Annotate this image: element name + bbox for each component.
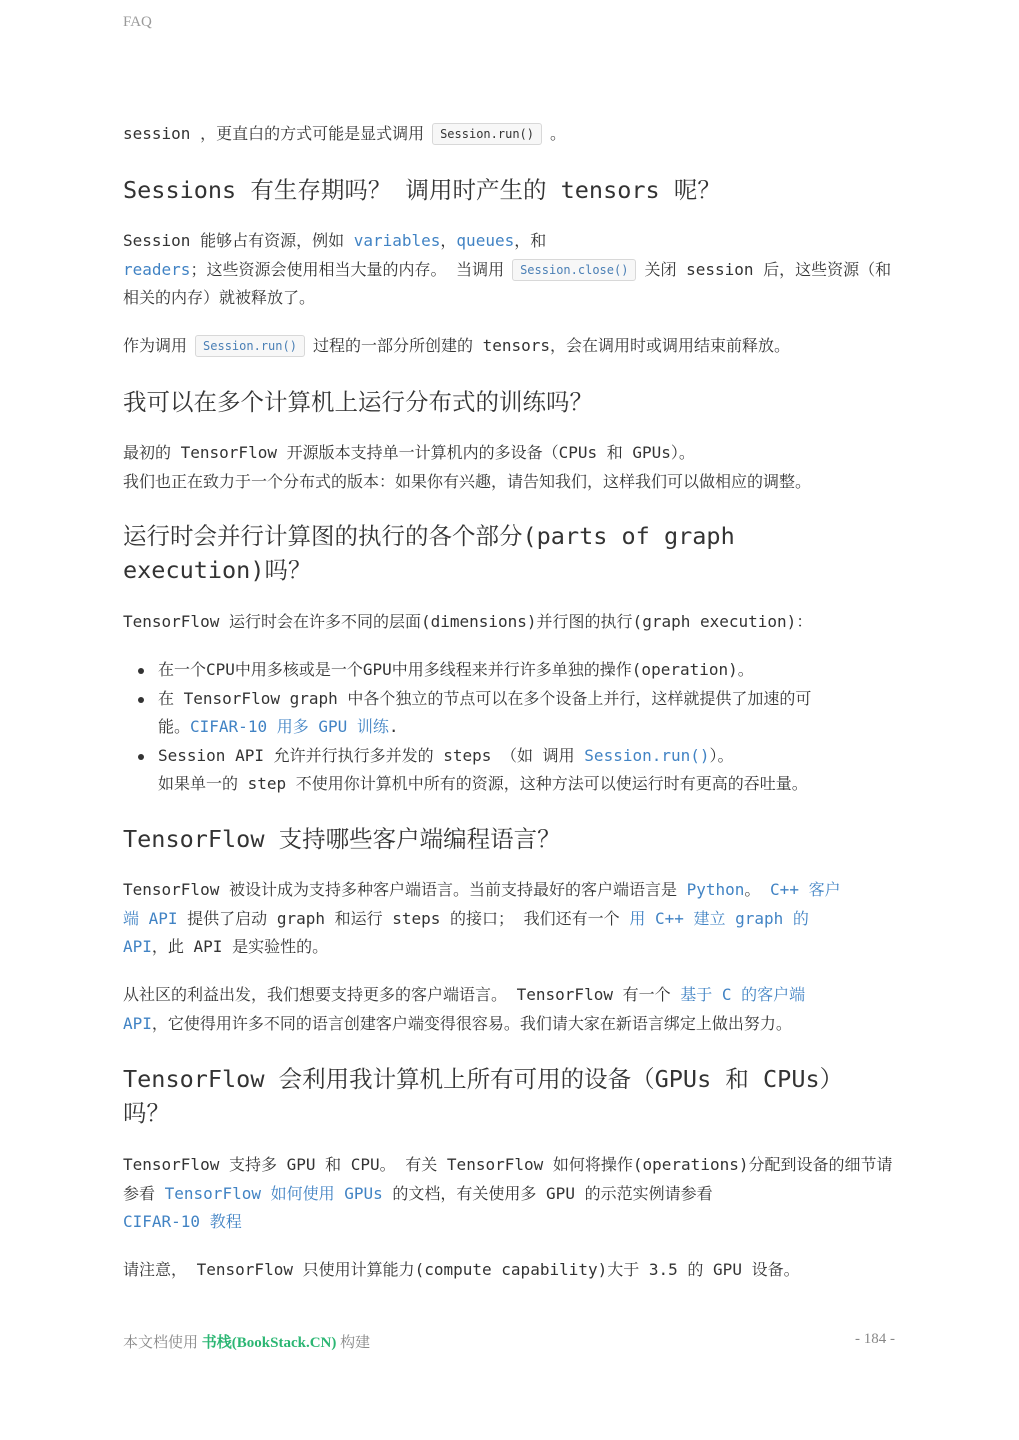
bullet-icon xyxy=(138,668,144,674)
paragraph-client-languages: TensorFlow 被设计成为支持多种客户端语言。当前支持最好的客户端语言是 Python。 C++ 客户 端 API 提供了启动 graph 和运行 steps 的接口； 我们还有一个 用 C++ 建立 graph 的 API，此 API 是实验性的。 xyxy=(123,880,841,956)
heading-session-lifetime: Sessions 有生存期吗？ 调用时产生的 tensors 呢？ xyxy=(123,176,721,204)
paragraph-compute-capability: 请注意， TensorFlow 只使用计算能力(compute capability)大于 3.5 的 GPU 设备。 xyxy=(123,1260,800,1279)
link-using-gpus[interactable]: TensorFlow 如何使用 GPUs xyxy=(164,1183,383,1203)
heading-client-languages: TensorFlow 支持哪些客户端编程语言？ xyxy=(123,825,561,853)
link-session-run[interactable]: Session.run() xyxy=(584,745,710,765)
paragraph-distributed: 最初的 TensorFlow 开源版本支持单一计算机内的多设备（CPUs 和 GPUs）。 我们也正在致力于一个分布式的版本：如果你有兴趣，请告知我们，这样我们可以做相应的调整。 xyxy=(123,443,812,491)
paragraph-session-resources: Session 能够占有资源，例如 variables，queues，和 readers；这些资源会使用相当大量的内存。 当调用 Session.close() 关闭 session 后，这些资源（和相关的内存）就被释放了。 xyxy=(123,231,892,307)
paragraph-community-languages: 从社区的利益出发，我们想要支持更多的客户端语言。 TensorFlow 有一个 基于 C 的客户端 API，它使得用许多不同的语言创建客户端变得很容易。我们请大家在新语言绑定上做出努力。 xyxy=(123,985,806,1033)
list-item: 在一个CPU中用多核或是一个GPU中用多线程来并行许多单独的操作(operation)。 xyxy=(123,656,898,685)
link-cpp-client-api-cont[interactable]: 端 API xyxy=(123,908,178,928)
bullet-icon xyxy=(138,697,144,703)
bookstack-link[interactable]: 书栈(BookStack.CN) xyxy=(201,1335,337,1351)
link-variables[interactable]: variables xyxy=(353,231,441,250)
code-session-run: Session.run() xyxy=(432,123,542,145)
link-cpp-graph-api-cont[interactable]: API xyxy=(123,937,152,956)
link-cifar10-tutorial[interactable]: CIFAR-10 教程 xyxy=(123,1212,242,1231)
link-cpp-graph-api[interactable]: 用 C++ 建立 graph 的 xyxy=(629,908,809,928)
list-item: 在 TensorFlow graph 中各个独立的节点可以在多个设备上并行，这样就提供了加速的可 能。CIFAR-10 用多 GPU 训练. xyxy=(123,685,898,742)
link-readers[interactable]: readers xyxy=(123,259,191,279)
paragraph-multi-gpu: TensorFlow 支持多 GPU 和 CPU。 有关 TensorFlow 如何将操作(operations)分配到设备的细节请参看 TensorFlow 如何使用 GPUs 的文档，有关使用多 GPU 的示范实例请参看 CIFAR-10 教程 xyxy=(123,1155,893,1231)
link-queues[interactable]: queues xyxy=(456,231,515,250)
page-footer: 本文档使用 书栈(BookStack.CN) 构建 xyxy=(123,1335,371,1351)
link-cpp-client-api[interactable]: C++ 客户 xyxy=(770,880,841,899)
link-python[interactable]: Python xyxy=(686,880,745,899)
running-header: FAQ xyxy=(123,14,152,30)
link-c-client-api-cont[interactable]: API xyxy=(123,1013,152,1033)
code-session-run-2: Session.run() xyxy=(195,335,305,357)
heading-parallel-execution: 运行时会并行计算图的执行的各个部分(parts of graph execution)吗？ xyxy=(123,522,735,584)
bullet-icon xyxy=(138,754,144,760)
paragraph-parallel-intro: TensorFlow 运行时会在许多不同的层面(dimensions)并行图的执行(graph execution)： xyxy=(123,612,813,631)
page-number: - 184 - xyxy=(855,1331,895,1347)
parallel-list xyxy=(123,656,898,799)
list-item: Session API 允许并行执行多并发的 steps （如 调用 Session.run()）。 如果单一的 step 不使用你计算机中所有的资源，这种方法可以使运行时有更高的吞吐量。 xyxy=(123,742,898,799)
code-session-close: Session.close() xyxy=(512,259,636,281)
link-cifar10-multi-gpu[interactable]: CIFAR-10 用多 GPU 训练 xyxy=(190,717,389,736)
heading-distributed-training: 我可以在多个计算机上运行分布式的训练吗？ xyxy=(123,388,593,416)
link-c-client-api[interactable]: 基于 C 的客户端 xyxy=(680,985,806,1004)
heading-use-all-devices: TensorFlow 会利用我计算机上所有可用的设备（GPUs 和 CPUs） 吗？ xyxy=(123,1065,844,1127)
intro-paragraph: session ，更直白的方式可能是显式调用 Session.run() 。 xyxy=(123,124,567,143)
paragraph-tensors-release: 作为调用 Session.run() 过程的一部分所创建的 tensors，会在调用时或调用结束前释放。 xyxy=(123,336,791,355)
